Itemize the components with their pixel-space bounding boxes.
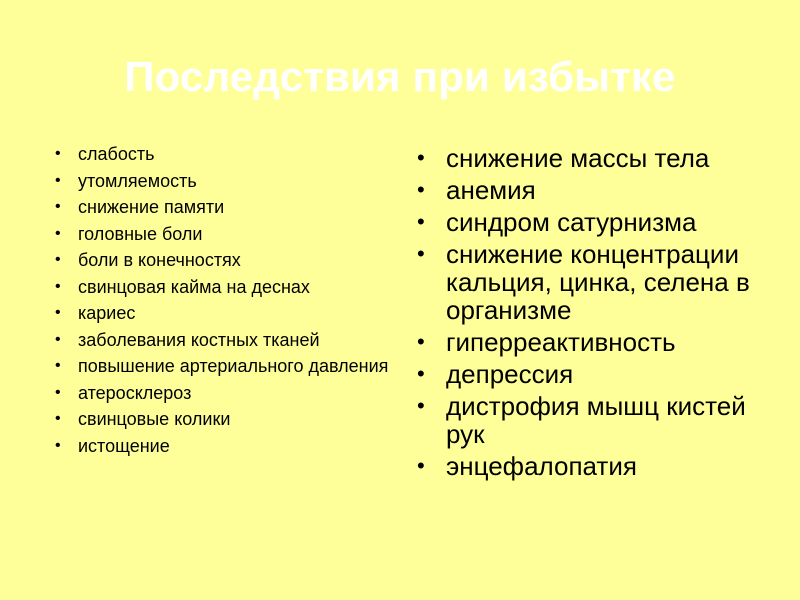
list-item bbox=[55, 409, 395, 429]
list-item bbox=[55, 144, 395, 164]
list-item-text: снижение концентрации кальция, цинка, селена в организме bbox=[446, 239, 750, 325]
list-item-text: боли в конечностях bbox=[78, 250, 241, 270]
list-item bbox=[417, 240, 787, 324]
list-item bbox=[55, 436, 395, 456]
list-item-text: синдром сатурнизма bbox=[446, 207, 697, 237]
list-item-text: свинцовые колики bbox=[78, 409, 231, 429]
list-item-text: утомляемость bbox=[78, 170, 197, 191]
list-item bbox=[417, 452, 787, 480]
list-item bbox=[417, 176, 787, 204]
list-item-text: истощение bbox=[78, 435, 170, 456]
list-item-text: снижение массы тела bbox=[446, 143, 710, 173]
list-item-text: анемия bbox=[446, 175, 536, 205]
list-item-text: заболевания костных тканей bbox=[78, 329, 320, 350]
list-item bbox=[417, 360, 787, 388]
list-item-text: энцефалопатия bbox=[446, 451, 637, 481]
right-bullet-list bbox=[417, 144, 787, 484]
list-item bbox=[417, 392, 787, 448]
slide-title: Последствия при избытке bbox=[124, 53, 676, 100]
list-item-text: гиперреактивность bbox=[446, 327, 676, 357]
list-item-text: свинцовая кайма на деснах bbox=[78, 276, 310, 297]
list-item bbox=[55, 356, 395, 376]
list-item-text: повышение артериального давления bbox=[78, 356, 389, 376]
list-item bbox=[55, 250, 395, 270]
list-item bbox=[55, 224, 395, 244]
list-item-text: атеросклероз bbox=[78, 382, 192, 403]
list-item bbox=[417, 328, 787, 356]
list-item bbox=[55, 197, 395, 217]
list-item-text: депрессия bbox=[446, 359, 574, 389]
list-item bbox=[55, 303, 395, 323]
list-item-text: головные боли bbox=[78, 223, 203, 244]
left-bullet-list bbox=[55, 144, 395, 462]
list-item-text: слабость bbox=[78, 144, 155, 164]
list-item bbox=[55, 383, 395, 403]
list-item-text: снижение памяти bbox=[78, 197, 225, 217]
list-item bbox=[55, 277, 395, 297]
list-item-text: дистрофия мышц кистей рук bbox=[446, 391, 746, 449]
list-item bbox=[55, 171, 395, 191]
list-item bbox=[417, 208, 787, 236]
list-item-text: кариес bbox=[78, 303, 136, 323]
list-item bbox=[55, 330, 395, 350]
list-item bbox=[417, 144, 787, 172]
